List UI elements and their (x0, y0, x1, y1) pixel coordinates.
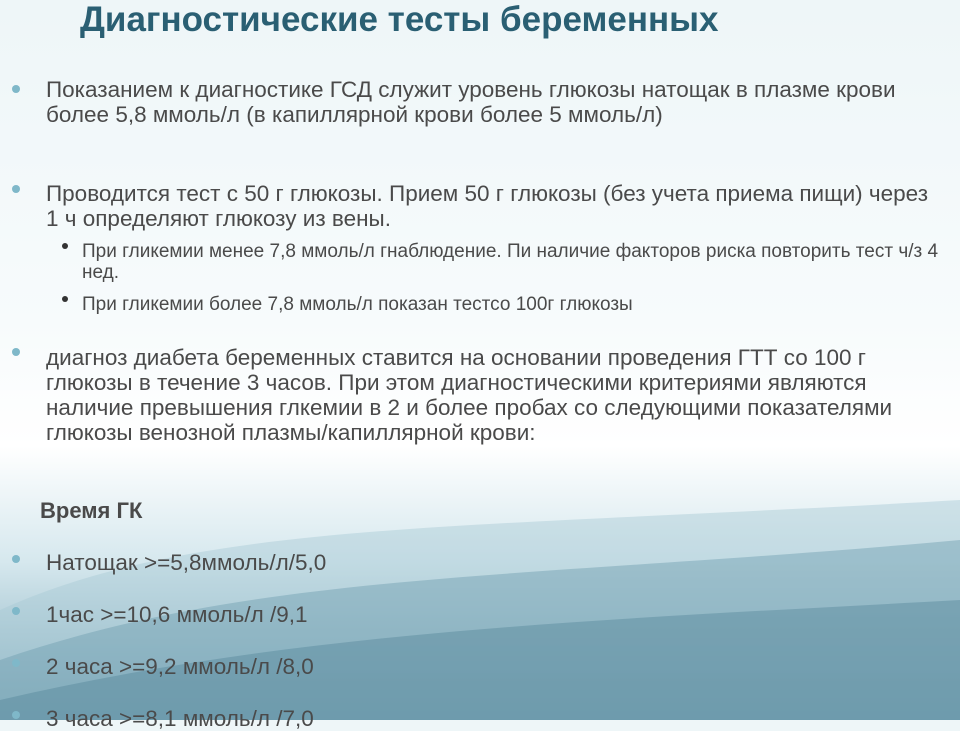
point-gsd-indication: Показанием к диагностике ГСД служит уровень глюкозы натощак в плазме крови более 5,8 ммоль/л (в капиллярной крови более 5 ммоль/л) (46, 77, 896, 127)
criteria-1-hour: 1час >=10,6 ммоль/л /9,1 (46, 602, 308, 627)
table-heading: Время ГК (40, 498, 143, 523)
bullet-dot (12, 711, 20, 719)
bullet-dot (12, 348, 20, 356)
background-wave (0, 460, 960, 720)
point-diagnosis: диагноз диабета беременных ставится на основании проведения ГТТ со 100 г глюкозы в течение 3 часов. При этом диагностическими критериями являются наличие превышения глкемии в 2 и более пробах со следующими показателями глюкозы венозной плазмы/капиллярной крови: (46, 345, 893, 445)
sub-bullet-dot (62, 243, 68, 249)
bullet-dot (12, 185, 20, 193)
bullet-dot (12, 85, 20, 93)
criteria-3-hours: 3 часа >=8,1 ммоль/л /7,0 (46, 706, 314, 731)
subpoint-above-7-8: При гликемии более 7,8 ммоль/л показан тестсо 100г глюкозы (82, 294, 633, 315)
criteria-2-hours: 2 часа >=9,2 ммоль/л /8,0 (46, 654, 314, 679)
bullet-dot (12, 555, 20, 563)
point-50g-test: Проводится тест с 50 г глюкозы. Прием 50 г глюкозы (без учета приема пищи) через 1 ч определяют глюкозу из вены. (46, 181, 929, 231)
criteria-fasting: Натощак >=5,8ммоль/л/5,0 (46, 550, 327, 575)
sub-bullet-dot (62, 296, 68, 302)
bullet-dot (12, 659, 20, 667)
bullet-dot (12, 607, 20, 615)
subpoint-below-7-8: При гликемии менее 7,8 ммоль/л гнаблюдение. Пи наличие факторов риска повторить тест ч/з 4 нед. (82, 241, 939, 283)
slide-title: Диагностические тесты беременных (80, 0, 719, 39)
